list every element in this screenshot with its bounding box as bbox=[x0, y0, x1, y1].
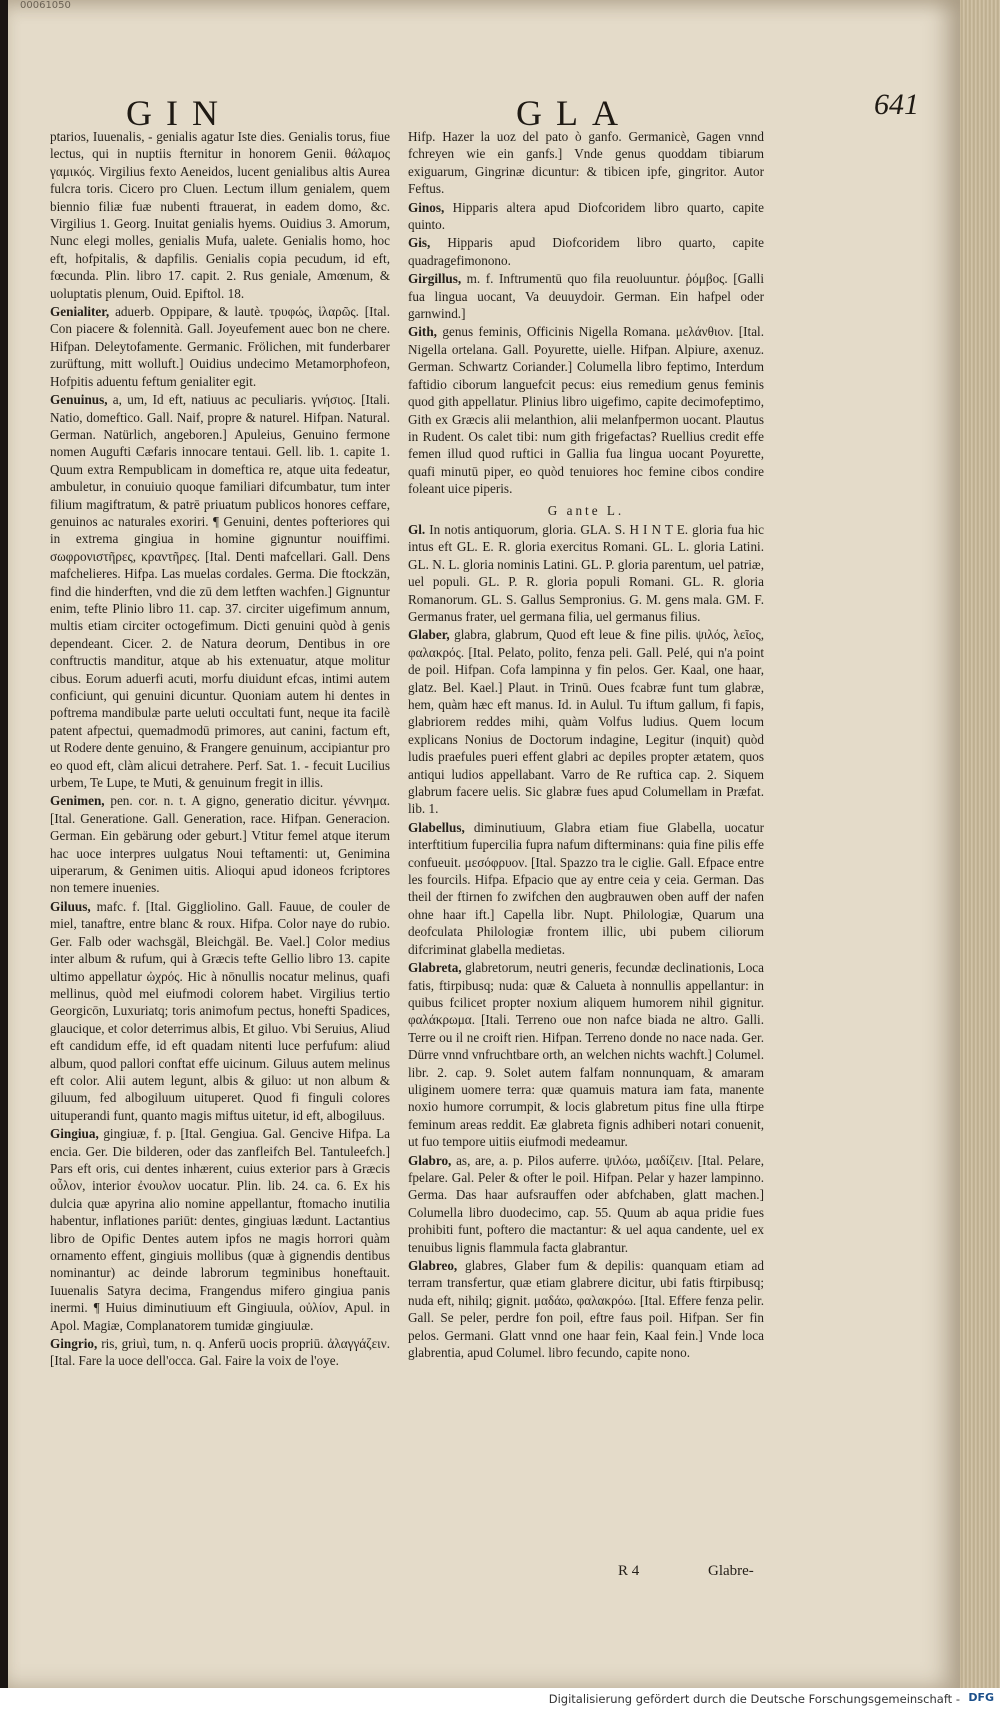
footer-credit: Digitalisierung gefördert durch die Deutsche Forschungsgemeinschaft - bbox=[548, 1692, 960, 1706]
dictionary-entry bbox=[50, 1335, 390, 1370]
entry-headword: Ginos, bbox=[408, 199, 445, 215]
left-column bbox=[50, 128, 390, 1371]
book-page bbox=[8, 0, 960, 1688]
entry-headword: Genuinus, bbox=[50, 392, 108, 408]
entry-headword: Genialiter, bbox=[50, 304, 110, 320]
dictionary-entry bbox=[408, 1257, 764, 1361]
entry-headword: Glabellus, bbox=[408, 819, 465, 835]
dictionary-entry bbox=[50, 898, 390, 1124]
dictionary-entry bbox=[408, 234, 764, 269]
dictionary-entry bbox=[50, 792, 390, 896]
entry-text: as, are, a. p. Pilos auferre. ψιλόω, μαδίζειν. [Ital. Pelare, fpelare. Gal. Peler & ofter le poil. Hifpan. Pelar y hazer lampinno. Germa. Das haar aufsrauffen oder abfchaben, glatt machen.] Columella libro duodecimo, cap. 55. Quum ab aqua pridie fues prohibiti funt, poftero die mactantur: & uel aqua candente, uel ex tenuibus lignis flammula facta glabrantur. bbox=[408, 1152, 765, 1255]
entry-text: gingiuæ, f. p. [Ital. Gengiua. Gal. Gencive Hifpa. La encia. Ger. Die bilderen, oder das zanfleifch Bel. Tantuleefch.] Pars eft oris, cui dentes inhærent, cuius exterior pars à Græcis οὖλον, interior ἐνουλον uocatur. Plin. lib. 24. ca. 6. Ex his dulcia quæ apyrina alio nomine appellantur, ftomacho inutilia habentur, inflationes pariūt: dentes, gingiuas lædunt. Lactantius libro de Opific Dentes autem ipfos ne magis horrori quàm ornamento effent, gingiuis mollibus (quæ à gignendis dentibus nominantur) ac deinde labrorum tegminibus honeftauit. Iuuenalis Satyra decima, Frangendus mifero gingiua panis inermi. ¶ Huius diminutiuum eft Gingiuula, οὐλίον, Apul. in Apol. Magiæ, Complanatorem tumidæ gingiuulæ. bbox=[50, 1126, 390, 1333]
entry-text: ris, griuì, tum, n. q. Anferū uocis propriū. ἀλαγγάζειν. [Ital. Fare la uoce dell'occa. Gal. Faire la voix de l'oye. bbox=[50, 1336, 390, 1369]
right-column bbox=[408, 128, 764, 1362]
entry-headword: Genimen, bbox=[50, 793, 105, 809]
dictionary-entry bbox=[50, 128, 390, 302]
dictionary-entry bbox=[50, 303, 390, 390]
page-edge bbox=[960, 0, 1000, 1688]
entry-text: Hipparis altera apud Diofcoridem libro quarto, capite quinto. bbox=[408, 199, 764, 233]
entry-headword: Giluus, bbox=[50, 898, 91, 914]
catchword: Glabre- bbox=[708, 1563, 754, 1579]
section-heading: G ante L. bbox=[547, 502, 625, 518]
entry-text: m. f. Inftrumentū quo fila reuoluuntur. ῥόμβος. [Galli fua lingua uocant, Va deuuydoir. German. Ein hafpel oder garnwind.] bbox=[408, 271, 764, 322]
entry-headword: Glabro, bbox=[408, 1152, 452, 1168]
entry-text: Hifp. Hazer la uoz del pato ò ganfo. Germanicè, Gagen vnnd fchreyen wie ein ganfs.] Vnde genus quoddam tibiarum exiguarum, Gingrinæ dicuntur: & tibicen ipfe, gingritor. Autor Feftus. bbox=[408, 129, 764, 197]
entry-text: ptarios, Iuuenalis, - genialis agatur Iste dies. Genialis torus, fiue lectus, qui in nuptiis fternitur in honorem Genii. θάλαμος γαμικός. Virgilius fexto Aeneidos, lucent genialibus altis Aurea fulcra toris. Cicero pro Cluen. Lectum illum genialem, quem biennio filiæ fuæ nubenti ftrauerat, in eadem domo, &c. Virgilius 1. Georg. Inuitat genialis hyems. Ouidius 3. Amorum, Nunc elegi molles, genialis Mufa, ualete. Genialis homo, hoc eft, hofpitalis, & dapfilis. Genialis copia pecudum, id eft, fœcunda. Plin. libro 17. capit. 2. Rus geniale, Amœnum, & uoluptatis plenum, Ouid. Epiftol. 18. bbox=[50, 129, 390, 301]
entry-text: In notis antiquorum, gloria. GLA. S. H I N T E. gloria fua hic intus eft GL. E. R. gloria exercitus Romani. GL. L. gloria Latini. GL. N. L. gloria nominis Latini. GL. P. gloria parentum, uel patriæ, uel populi. GL. P. R. gloria populi Romani. GL. R. gloria Romanorum. GL. S. Gallus Sempronius. G. M. gens mala. GM. F. Germanus frater, uel germana filia, uel germanus filius. bbox=[408, 521, 764, 624]
folio-number: 641 bbox=[874, 88, 919, 121]
entry-text: mafc. f. [Ital. Giggliolino. Gall. Fauue, de couler de miel, tanaftre, entre blanc & roux. Hifpa. Color naye do rubio. Ger. Falb oder wachsgäl, Bleichgäl. Be. Vael.] Color medius inter album & rufum, qui à Græcis tefte Gellio libro 13. capite ultimo appellatur ὠχρός. Hic à nōnullis nocatur melinus, quafi mellinus, quòd mel eiufmodi colorem habet. Virgilius tertio Georgicōn, Luxuriatq; toris animofum pectus, honefti Spadices, glaucique, et color deterrimus albis, Et giluo. Vbi Seruius, Aliud eft candidum effe, id eft quadam nitenti luce perfufum: aliud album, quod pallori conftat effe uicinum. Giluus autem melinus eft color. Alii autem legunt, albis & giluo: ut non album & giluum, fed albogiluum uituperet. Quod fi finguli colores uituperandi funt, quanto magis miftus uitetur, id eft, albogiluus. bbox=[50, 898, 390, 1123]
dictionary-entry bbox=[408, 199, 764, 234]
entry-headword: Gis, bbox=[408, 235, 431, 251]
dictionary-entry bbox=[408, 819, 764, 958]
entry-headword: Glabreta, bbox=[408, 960, 462, 976]
dfg-logo: DFG bbox=[968, 1691, 994, 1704]
entry-headword: Glaber, bbox=[408, 627, 450, 643]
entry-text: diminutiuum, Glabra etiam fiue Glabella, uocatur interftitium fupercilia fupra nafum difterminans: quia fine pilis effe confueuit. μεσόφρυον. [Ital. Spazzo tra le ciglie. Gall. Efpace entre les fourcils. Hifpa. Efpacio que ay entre ceia y ceia. German. Das theil der ftirnen fo zwifchen den augbrauwen oben auff der nafen ohne haar ift.] Capella libr. Nupt. Philologiæ, Quarum una deofculata Philologiæ frontem illic, ubi pubem ciliorum difcriminat glabella medietas. bbox=[408, 819, 765, 957]
entry-text: aduerb. Oppipare, & lautè. τρυφώς, ἱλαρῶς. [Ital. Con piacere & folennità. Gall. Joyeufement auec bon ne chere. Hifpan. Deleytofamente. Germanic. Frölichen, mit funderbarer zurüftung, mitt wolluft.] Ouidius undecimo Metamorphofeon, Hofpitis aduentu feftum genialiter egit. bbox=[50, 304, 391, 389]
entry-headword: Glabreo, bbox=[408, 1258, 458, 1273]
dictionary-entry bbox=[408, 521, 764, 625]
running-head-right: GLA bbox=[516, 93, 632, 133]
entry-headword: Girgillus, bbox=[408, 271, 462, 287]
dictionary-entry bbox=[408, 626, 764, 817]
signature-mark: R 4 bbox=[618, 1563, 640, 1579]
dictionary-entry bbox=[50, 1125, 390, 1334]
entry-text: Hipparis apud Diofcoridem libro quarto, capite quadragefimonono. bbox=[408, 235, 765, 268]
entry-text: a, um, Id eft, natiuus ac peculiaris. γνήσιος. [Itali. Natio, domeftico. Gall. Naif, propre & naturel. Hifpan. Natural. German. Natürlich, angeboren.] Apuleius, Genuino fermone nomen Augufti Cæfaris innocare tentaui. Gell. lib. 1. capite 1. Quum extra Rempublicam in domeftica re, atque uita fedeatur, ambuletur, in conuiuio quoque familiari difcumbatur, tum inter filium magiftratum, & patrē priuatum publicos honores ceffare, genuinos ac naturales exoriri. ¶ Genuini, dentes pofteriores qui in extrema gingiua in homine gignuntur nouiffimi. σωφρονιστῆρες, κραντῆρες. [Ital. Denti mafcellari. Gall. Dens mafchelieres. Hifpa. Las muelas cordales. Germa. Die ftockzän, find die hinderften, vnd die zū dem letften wachfen.] Gignuntur enim, tefte Plinio libro 11. cap. 37. circiter uigefimum annum, multis etiam circiter octogefimum. Dicti genuini quòd à genis dependeant. Cicer. 2. de Natura deorum, Dentibus in ore conftructis manditur, atque ab his extenuatur, atque molitur cibus. Eorum aduerfi acuti, morfu diuidunt efcas, intimi autem conficiunt, qui genuini dicuntur. Quoniam autem hi dentes in poftrema mandibulæ parte ueluti occultati funt, neque ita facilè patent afpectui, quemadmodū primores, aut canini, factum eft, ut Rodere dente genuino, & Frangere genuinum, accipiantur pro eo quod eft, clàm alicui detrahere. Perf. Sat. 1. - fecuit Lucilius urbem, Te Lupe, te Muti, & genuinum fregit in illis. bbox=[50, 392, 390, 791]
dictionary-entry bbox=[408, 323, 764, 497]
entry-headword: Gingrio, bbox=[50, 1336, 98, 1352]
running-head-left: GIN bbox=[126, 93, 232, 133]
entry-text: glabra, glabrum, Quod eft leue & fine pilis. ψιλός, λεῖος, φαλακρός. [Ital. Pelato, polito, fenza peli. Gall. Pelé, qui n'a point de poil. Hifpan. Cofa lampinna y fin pelos. Ger. Kaal, one haar, glatz. Bel. Kael.] Plaut. in Trinū. Oues fcabræ funt tum glabræ, hem, quàm hæc eft manus. Id. in Aulul. Tu iftum gallum, fi fapis, glabriorem reddes mihi, quàm Volfus ludius. Quem locum explicans Nonius de Doctorum indagine, Legitur (inquit) quòd ludis praefules pueri effent glabri ac depiles propter ætatem, quos antiqui ludios appellabant. Varro de Re ruftica cap. 2. Siquem glabrum facere uelis. Sic glabræ fues apud Columellam in Præfat. lib. 1. bbox=[408, 627, 764, 817]
entry-headword: Gith, bbox=[408, 324, 437, 340]
dictionary-entry bbox=[408, 959, 764, 1150]
dictionary-entry bbox=[50, 391, 390, 791]
entry-headword: Gingiua, bbox=[50, 1126, 99, 1142]
dictionary-entry bbox=[408, 128, 764, 198]
footer-bar bbox=[0, 1688, 1000, 1711]
entry-headword: Gl. bbox=[408, 521, 426, 537]
entry-text: pen. cor. n. t. A gigno, generatio dicitur. γέννημα. [Ital. Generatione. Gall. Generation, race. Hifpan. Generacion. German. Ein gebärung oder geburt.] Vtitur femel atque iterum hac uoce interpres uulgatus Noui teftamenti: ut, Genimina uiperarum, & Genimen uitis. Alioqui apud idoneos fcriptores non temere inuenies. bbox=[50, 793, 390, 896]
spine-mark: 00061050 bbox=[20, 0, 71, 11]
entry-text: glabretorum, neutri generis, fecundæ declinationis, Loca fatis, ftirpibusq; nuda: quæ & Calueta à nonnullis appellantur: in quibus fcilicet propter noxium aliquem humorem nihil gignitur. φαλάκρωμα. [Itali. Terreno oue non nafce biada ne altro. Galli. Terre ou il ne croift rien. Hifpan. Terreno donde no nace nada. Ger. Dürre vnnd vnfruchtbare orth, an welchen nichts wachft.] Columel. libr. 2. cap. 9. Solet autem falfam nonnunquam, & amaram uliginem uomere terra: quæ quamuis matura iam fata, manente noxio humore corrumpit, & locis glabretum pitus fine ulla ftirpe feminum areas reddit. Eæ glabreta fignis adhiberi notari conuenit, ut fuo tempore uitiis eiufmodi medeamur. bbox=[408, 960, 764, 1150]
entry-text: glabres, Glaber fum & depilis: quanquam etiam ad terram transfertur, quæ etiam glabrere dicitur, ubi fatis ftirpibusq; nuda eft, nihilq; gignit. μαδάω, φαλακρόω. [Ital. Effere fenza pelir. Gall. Se peler, perdre fon poil, eftre faus poil. Hifpan. Ser fin pelos. Germani. Glatt vnnd one haar fein, Kaal fein.] Vnde loca glabrentia, apud Columel. libro fecundo, capite nono. bbox=[408, 1258, 765, 1361]
dictionary-entry bbox=[408, 1152, 764, 1256]
entry-text: genus feminis, Officinis Nigella Romana. μελάνθιον. [Ital. Nigella ortelana. Gall. Poyurette, uielle. Hifpan. Alpiure, axenuz. German. Schwartz Coriander.] Columella libro feptimo, Interdum faftidio ciborum languefcit pecus: eius remedium genus feminis quod gith appellatur. Plinius libro uigefimo, capite decimofeptimo, Gith ex Græcis alii melanthion, alii melanfpermon uocant. Plautus in Rudent. Os calet tibi: num gith frigefactas? Ruellius credit effe femen illud quod ruftici in Gallia fua lingua uocant Poyurette, quafi minutū piper, eo quòd tenuiores hoc femine cibos condire foleant uice piperis. bbox=[408, 324, 765, 497]
dictionary-entry bbox=[408, 270, 764, 322]
